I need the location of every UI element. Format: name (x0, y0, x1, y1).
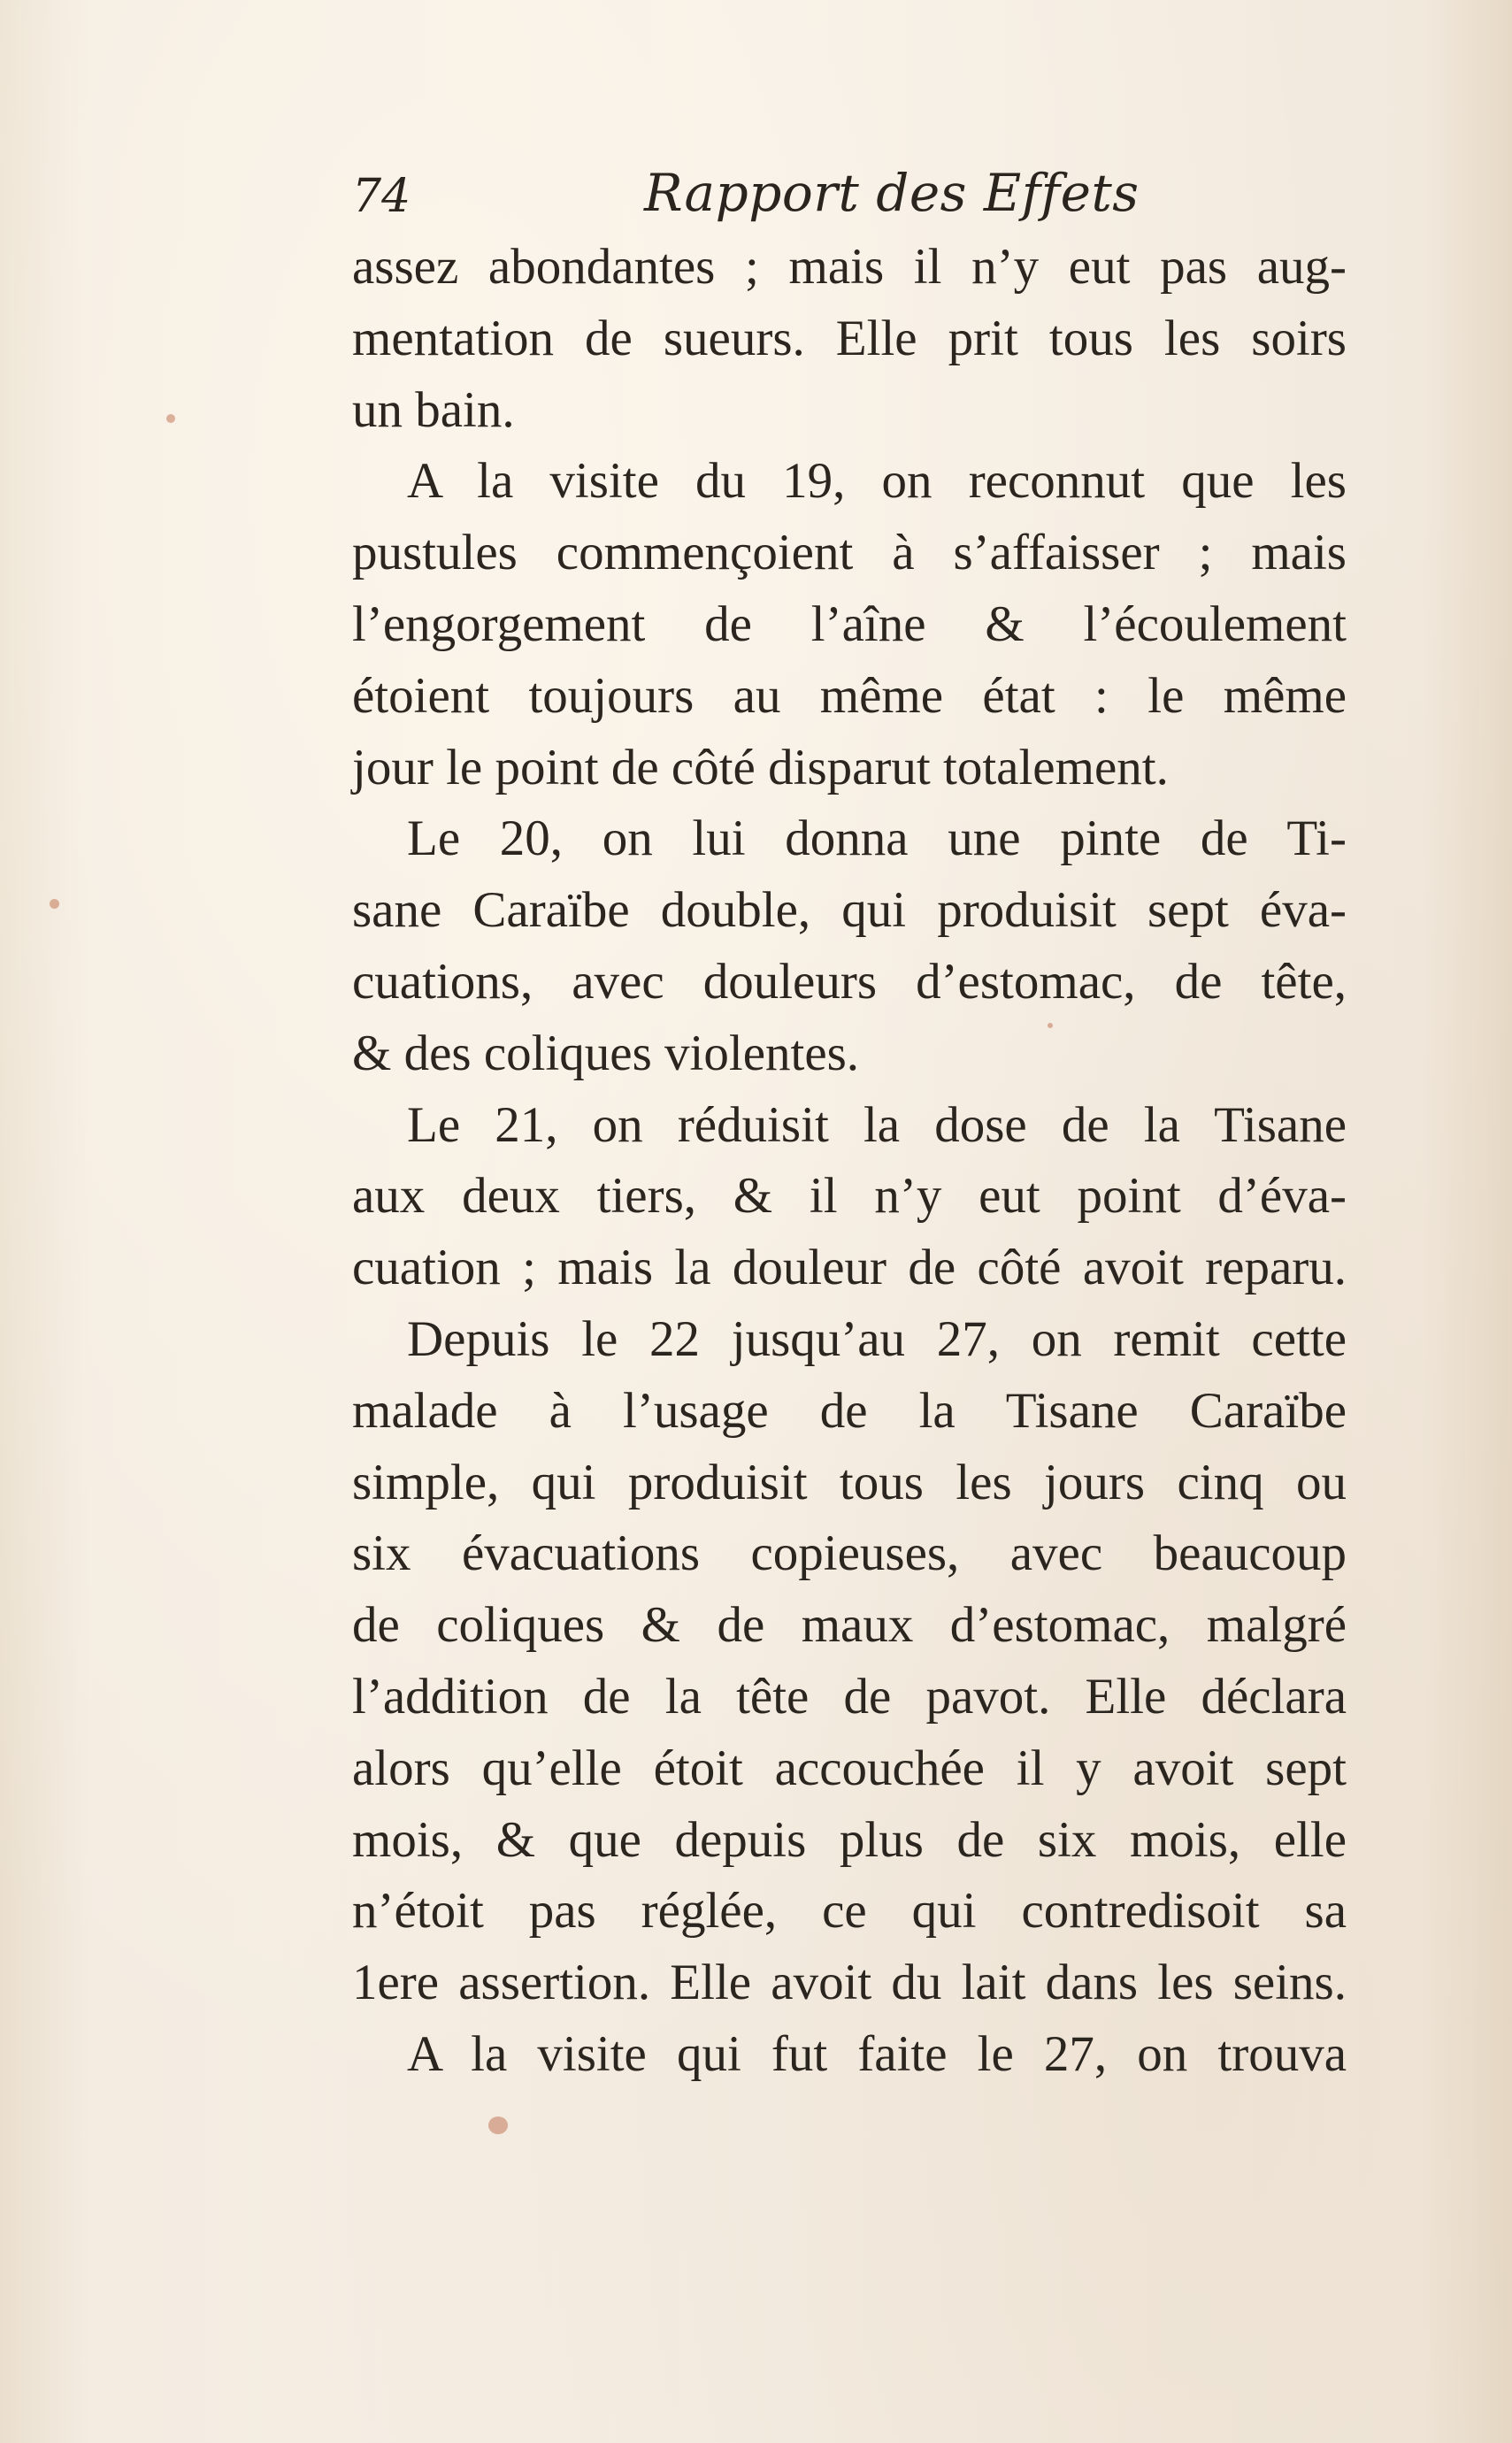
text-line: pustules commençoient à s’affaisser ; mais (352, 525, 1347, 581)
paragraph-first-line: Depuis le 22 jusqu’au 27, on remit cette (407, 1310, 1347, 1367)
paragraph-first-line: Le 20, on lui donna une pinte de Ti- (407, 810, 1347, 867)
text-line: mentation de sueurs. Elle prit tous les soirs (352, 310, 1347, 366)
text-line: aux deux tiers, & il n’y eut point d’éva- (352, 1168, 1347, 1225)
paper-stain (166, 414, 175, 423)
text-line: cuation ; mais la douleur de côté avoit reparu. (352, 1240, 1347, 1296)
text-line: l’engorgement de l’aîne & l’écoulement (352, 595, 1347, 652)
paper-stain (488, 2116, 508, 2134)
paragraph-first-line: A la visite du 19, on reconnut que les (407, 453, 1347, 510)
text-line: alors qu’elle étoit accouchée il y avoit sept (352, 1740, 1347, 1796)
page-header (352, 157, 1345, 237)
paragraph-first-line: A la visite qui fut faite le 27, on trouva (407, 2025, 1347, 2082)
text-line: sane Caraïbe double, qui produisit sept éva- (352, 882, 1347, 939)
text-line: assez abondantes ; mais il n’y eut pas aug- (352, 239, 1347, 295)
text-line: un bain. (352, 381, 515, 438)
text-line: de coliques & de maux d’estomac, malgré (352, 1597, 1347, 1654)
body-text (352, 232, 1347, 2091)
text-line: cuations, avec douleurs d’estomac, de tête, (352, 953, 1347, 1010)
text-line: six évacuations copieuses, avec beaucoup (352, 1525, 1347, 1582)
paper-stain (50, 899, 59, 909)
text-line: étoient toujours au même état : le même (352, 667, 1347, 724)
paragraph-first-line: Le 21, on réduisit la dose de la Tisane (407, 1096, 1347, 1153)
text-line: n’étoit pas réglée, ce qui contredisoit sa (352, 1883, 1347, 1940)
text-line: l’addition de la tête de pavot. Elle déclara (352, 1668, 1347, 1725)
text-line: simple, qui produisit tous les jours cinq ou (352, 1454, 1347, 1510)
text-line: 1ere assertion. Elle avoit du lait dans les seins. (352, 1955, 1347, 2011)
text-line: mois, & que depuis plus de six mois, elle (352, 1811, 1347, 1868)
text-line: jour le point de côté disparut totalement. (352, 739, 1169, 795)
running-title: Rapport des Effets (644, 163, 1140, 223)
text-line: & des coliques violentes. (352, 1025, 860, 1081)
text-line: malade à l’usage de la Tisane Caraïbe (352, 1382, 1347, 1439)
page-number: 74 (352, 170, 411, 223)
